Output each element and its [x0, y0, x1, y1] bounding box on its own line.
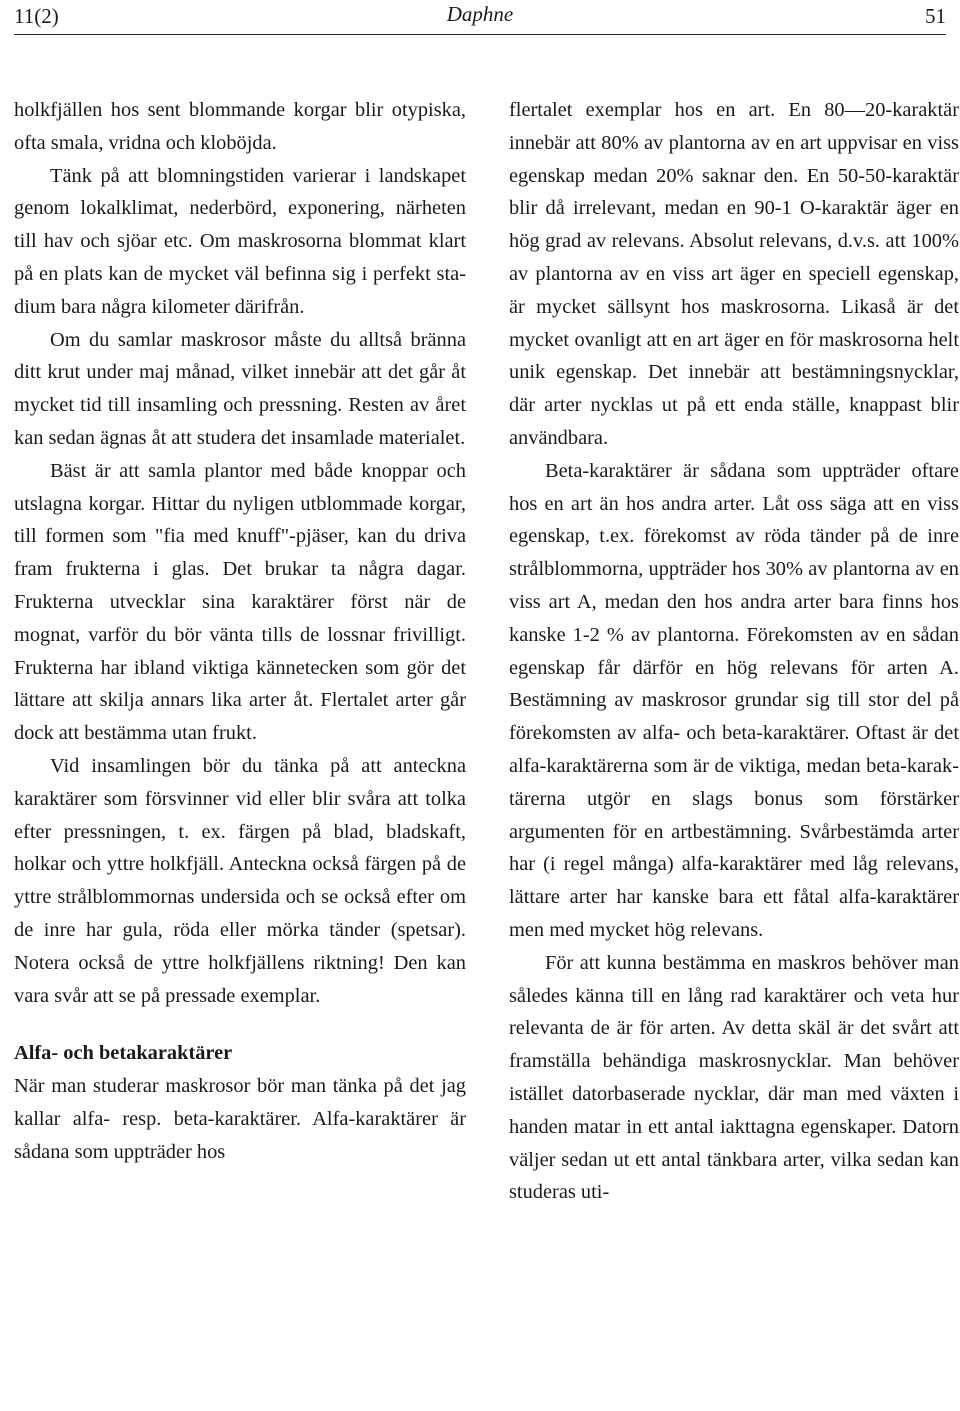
- section-heading: Alfa- och betakaraktärer: [14, 1042, 233, 1065]
- paragraph: När man studerar maskrosor bör man tänka på det jag kallar alfa- resp. beta-karaktärer. Alfa-karaktärer är sådana som uppträder hos: [14, 1075, 466, 1163]
- paragraph: Beta-karaktärer är sådana som uppträder oftare hos en art än hos andra arter. Låt oss säga att en viss egenskap, t.ex. förekomst av röda tänder på de inre strålblommorna, uppträder hos 30% av plantorna av en viss art A, medan den hos andra arter bara finns hos kanske 1-2 % av plantorna. Förekomsten av en sådan egenskap får därför en hög relevans för arten A. Bestämning av maskrosor grundar sig till stor del på förekomsten av alfa- och beta-karaktärer. Oftast är det alfa-karaktärerna som är de viktiga, medan beta-karaktärerna utgör en slags bonus som förstärker argumenten för en artbestämning. Svårbestämda arter har (i regel många) alfa-karaktärer med låg relevans, lättare arter har kanske bara ett fåtal alfa-karaktärer men med mycket hög relevans.: [509, 459, 959, 941]
- issue-number: 11(2): [14, 4, 59, 28]
- paragraph: Tänk på att blomningstiden varierar i landskapet genom lokalklimat, nederbörd, exponering, närheten till hav och sjöar etc. Om maskrosorna blommat klart på en plats kan de mycket väl befinna sig i perfekt stadium bara några kilometer därifrån.: [14, 164, 466, 318]
- journal-title: Daphne: [446, 2, 514, 26]
- paragraph: Bäst är att samla plantor med både knoppar och utslagna korgar. Hittar du nyligen utblommade korgar, till formen som "fia med knuff"-pjäser, kan du driva fram frukterna i glas. Det brukar ta några dagar. Frukterna utvecklar sina karaktärer först när de mognat, varför du bör vänta tills de lossnar frivilligt. Frukterna har ibland viktiga kännetecken som gör det lättare att skilja annars lika arter åt. Flertalet arter går dock att bestämma utan frukt.: [14, 459, 466, 745]
- paragraph: Om du samlar maskrosor måste du alltså bränna ditt krut under maj månad, vilket innebär att det går åt mycket tid till insamling och pressning. Resten av året kan sedan ägnas åt att studera det insamlade materialet.: [14, 328, 466, 449]
- right-column: [509, 94, 959, 1209]
- left-column: [14, 94, 466, 1169]
- paragraph: flertalet exemplar hos en art. En 80—20-karaktär innebär att 80% av plantorna av en art uppvisar en viss egenskap medan 20% saknar den. En 50-50-karaktär blir då irrelevant, medan en 90-1 O-karaktär äger en hög grad av relevans. Absolut relevans, d.v.s. att 100% av plantorna av en viss art äger en speciell egenskap, är mycket sällsynt hos maskrosorna. Likaså är det mycket ovanligt att en art äger en för maskrosorna helt unik egenskap. Det innebär att bestämningsnycklar, där arter nycklas ut på ett enda ställe, knappast blir användbara.: [509, 99, 959, 449]
- paragraph: holkfjällen hos sent blommande korgar blir otypiska, ofta smala, vridna och kloböjda.: [14, 99, 466, 154]
- paragraph: Vid insamlingen bör du tänka på att anteckna karaktärer som försvinner vid eller blir svåra att tolka efter pressningen, t. ex. färgen på blad, bladskaft, holkar och yttre holkfjäll. Anteckna också färgen på de yttre strålblommornas undersida och se också efter om de inre har gula, röda eller mörka tänder (spetsar). Notera också de yttre holkfjällens riktning! Den kan vara svår att se på pressade exemplar.: [14, 754, 466, 1007]
- paragraph: För att kunna bestämma en maskros behöver man således känna till en lång rad karaktärer och veta hur relevanta de är för arten. Av detta skäl är det svårt att framställa behändiga maskrosnycklar. Man behöver istället datorbaserade nycklar, där man med växten i handen matar in ett antal iakttagna egenskaper. Datorn väljer sedan ut ett antal tänkbara arter, vilka sedan kan studeras uti-: [509, 951, 959, 1204]
- running-header: [14, 0, 946, 35]
- page-number: 51: [925, 4, 946, 28]
